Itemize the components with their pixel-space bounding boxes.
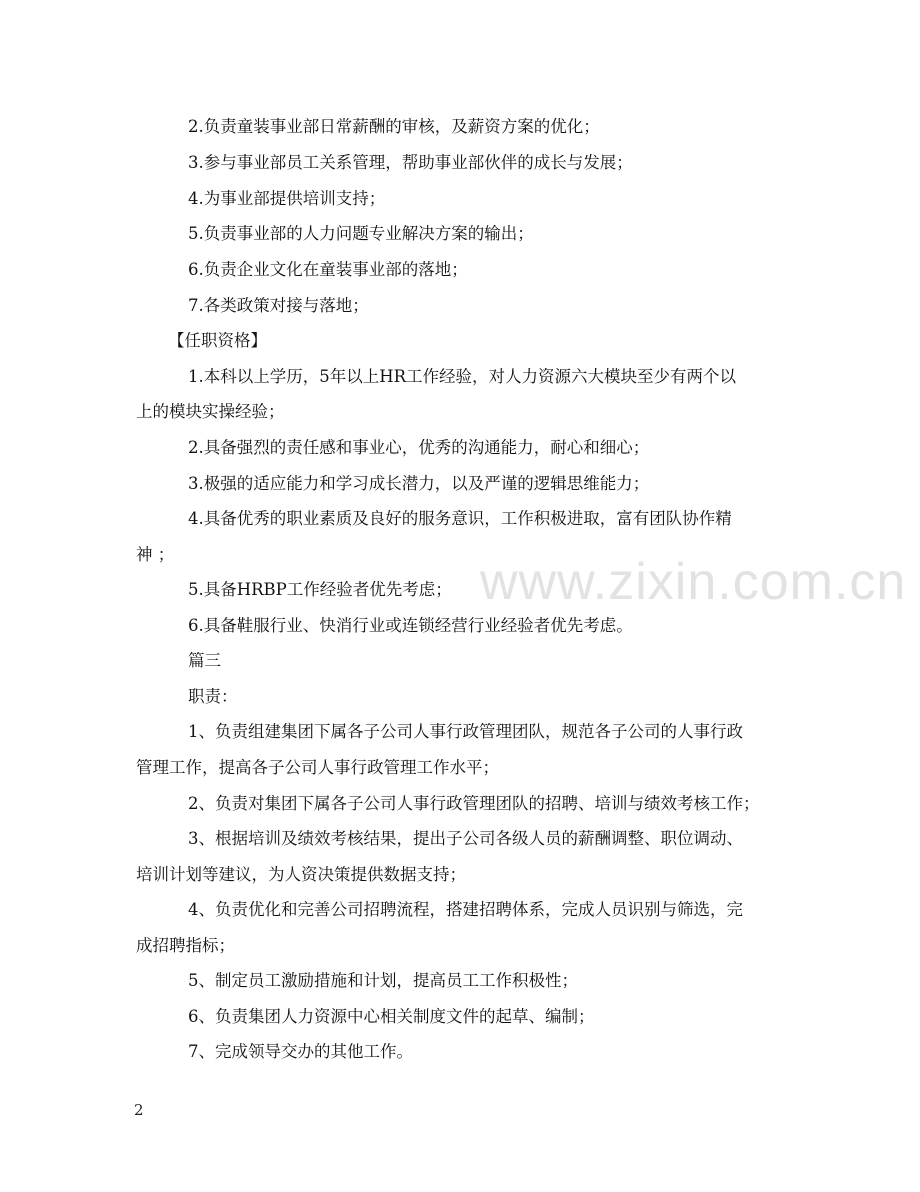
duty-5: 5、制定员工激励措施和计划，提高员工工作积极性；	[188, 971, 578, 990]
duty-4-line-a: 4、负责优化和完善公司招聘流程，搭建招聘体系，完成人员识别与筛选，完	[188, 900, 743, 919]
watermark: www.zixin.com.cn	[480, 553, 907, 611]
duty-3-line-b: 培训计划等建议，为人资决策提供数据支持；	[136, 865, 466, 884]
page-number: 2	[134, 1101, 144, 1119]
section-title: 篇三	[188, 651, 221, 670]
qualification-5: 5.具备HRBP工作经验者优先考虑；	[188, 580, 452, 599]
duty-line-3: 3.参与事业部员工关系管理，帮助事业部伙伴的成长与发展；	[188, 153, 633, 172]
duty-line-4: 4.为事业部提供培训支持；	[188, 189, 386, 208]
duty-4-line-b: 成招聘指标；	[136, 936, 235, 955]
duty-line-5: 5.负责事业部的人力问题专业解决方案的输出；	[188, 224, 534, 243]
qualification-1-line-b: 上的模块实操经验；	[136, 402, 285, 421]
qualification-3: 3.极强的适应能力和学习成长潜力，以及严谨的逻辑思维能力；	[188, 474, 650, 493]
duties-heading: 职责：	[188, 687, 238, 706]
duty-7: 7、完成领导交办的其他工作。	[188, 1042, 413, 1061]
duty-line-7: 7.各类政策对接与落地；	[188, 296, 369, 315]
duty-1-line-b: 管理工作，提高各子公司人事行政管理工作水平；	[136, 758, 499, 777]
duty-line-2: 2.负责童装事业部日常薪酬的审核，及薪资方案的优化；	[188, 117, 600, 136]
duty-3-line-a: 3、根据培训及绩效考核结果，提出子公司各级人员的薪酬调整、职位调动、	[188, 829, 743, 848]
duty-6: 6、负责集团人力资源中心相关制度文件的起草、编制；	[188, 1007, 595, 1026]
duty-line-6: 6.负责企业文化在童装事业部的落地；	[188, 260, 468, 279]
qualification-2: 2.具备强烈的责任感和事业心，优秀的沟通能力，耐心和细心；	[188, 438, 650, 457]
qualification-4-line-b: 神 ；	[136, 545, 175, 564]
qualifications-heading: 【任职资格】	[168, 331, 267, 350]
duty-1-line-a: 1、负责组建集团下属各子公司人事行政管理团队，规范各子公司的人事行政	[188, 722, 743, 741]
qualification-6: 6.具备鞋服行业、快消行业或连锁经营行业经验者优先考虑。	[188, 616, 633, 635]
qualification-1-line-a: 1.本科以上学历，5年以上HR工作经验，对人力资源六大模块至少有两个以	[188, 367, 737, 386]
qualification-4-line-a: 4.具备优秀的职业素质及良好的服务意识，工作积极进取，富有团队协作精	[188, 509, 732, 528]
duty-2: 2、负责对集团下属各子公司人事行政管理团队的招聘、培训与绩效考核工作；	[188, 794, 760, 813]
